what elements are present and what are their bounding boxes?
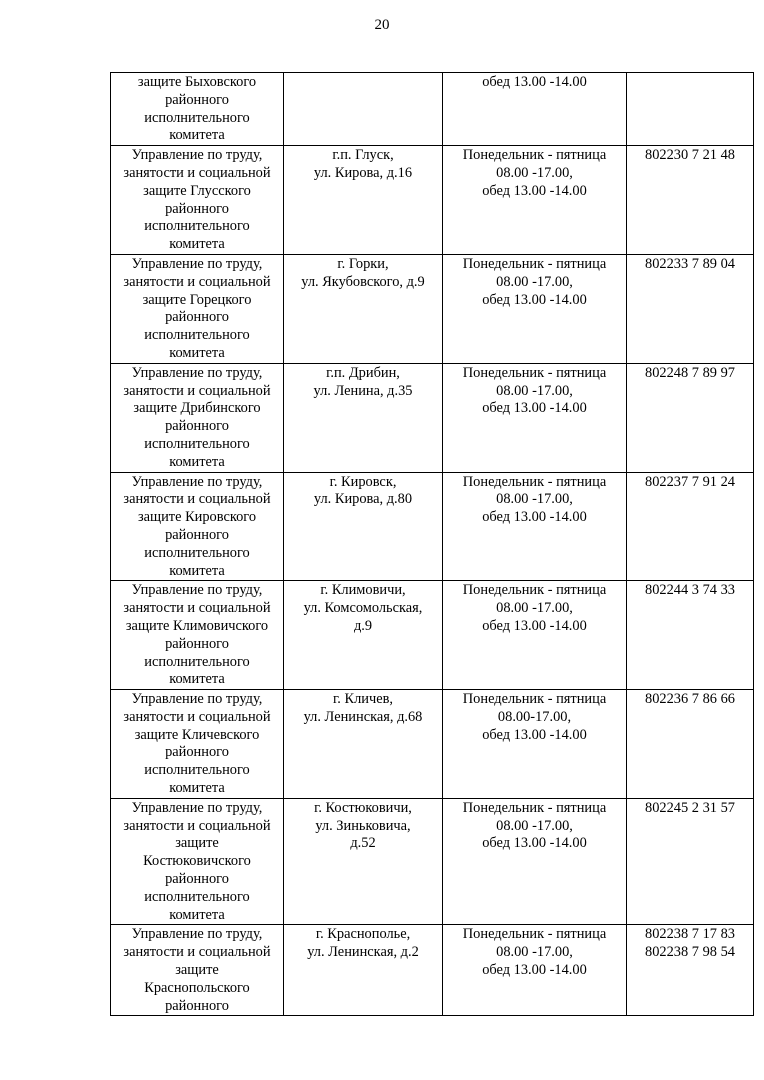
office-name-line: комитета: [169, 562, 225, 579]
address-line: ул. Ленина, д.35: [313, 382, 413, 399]
office-name-cell: [111, 73, 284, 146]
address-line: ул. Комсомольская,: [303, 600, 423, 617]
hours-line: 08.00 -17.00,: [496, 382, 573, 399]
address-cell: [284, 363, 443, 472]
office-name-line: районного: [165, 635, 229, 652]
office-name-line: защите Горецкого: [142, 291, 252, 308]
office-name-line: занятости и социальной: [123, 944, 271, 961]
office-name-line: защите Быховского: [137, 74, 257, 90]
hours-line: Понедельник - пятница: [462, 147, 607, 164]
office-name-line: занятости и социальной: [123, 817, 271, 834]
address-line: г.п. Дрибин,: [326, 364, 400, 381]
office-name-line: защите Дрибинского: [133, 400, 261, 417]
office-name-line: Управление по труду,: [131, 364, 263, 381]
phone-line[interactable]: 802230 7 21 48: [645, 147, 735, 164]
address-line: ул. Зиньковича,: [315, 817, 411, 834]
phone-cell: [627, 146, 754, 255]
office-name-line: защите Кировского: [137, 509, 257, 526]
office-name-cell: [111, 798, 284, 925]
table-row: [111, 925, 754, 1016]
office-name-line: защите: [175, 962, 219, 979]
table-row: [111, 146, 754, 255]
hours-line: обед 13.00 -14.00: [482, 291, 587, 308]
phone-line[interactable]: 802244 3 74 33: [645, 582, 735, 599]
office-name-line: исполнительного: [144, 327, 250, 344]
office-name-line: Костюковичского: [143, 853, 251, 870]
office-name-cell: [111, 254, 284, 363]
hours-line: обед 13.00 -14.00: [482, 835, 587, 852]
office-name-line: Управление по труду,: [131, 255, 263, 272]
hours-cell: [443, 73, 627, 146]
hours-line: Понедельник - пятница: [462, 926, 607, 943]
office-name-line: Управление по труду,: [131, 473, 263, 490]
office-name-line: исполнительного: [144, 218, 250, 235]
office-name-line: защите Климовичского: [125, 617, 269, 634]
address-line: ул. Кирова, д.16: [313, 164, 413, 181]
hours-cell: [443, 690, 627, 799]
hours-cell: [443, 581, 627, 690]
office-name-line: исполнительного: [144, 435, 250, 452]
address-line: г. Краснополье,: [315, 926, 411, 943]
phone-cell: [627, 925, 754, 1016]
office-name-cell: [111, 472, 284, 581]
hours-line: обед 13.00 -14.00: [482, 400, 587, 417]
office-name-line: комитета: [169, 906, 225, 923]
office-name-line: Управление по труду,: [131, 147, 263, 164]
office-name-line: Управление по труду,: [131, 926, 263, 943]
page-number: 20: [374, 17, 390, 33]
office-name-line: районного: [165, 744, 229, 761]
address-line: г.п. Глуск,: [332, 147, 394, 164]
hours-cell: [443, 363, 627, 472]
hours-cell: [443, 925, 627, 1016]
hours-line: обед 13.00 -14.00: [482, 509, 587, 526]
office-name-line: защите Глусского: [143, 182, 251, 199]
hours-line: 08.00 -17.00,: [496, 273, 573, 290]
phone-cell: [627, 472, 754, 581]
office-name-line: районного: [165, 997, 229, 1014]
office-name-line: комитета: [169, 127, 225, 144]
office-name-line: районного: [165, 200, 229, 217]
office-name-line: районного: [165, 526, 229, 543]
table-row: [111, 798, 754, 925]
address-cell: [284, 798, 443, 925]
address-line: ул. Ленинская, д.2: [307, 944, 419, 961]
phone-cell: [627, 73, 754, 146]
address-line: ул. Ленинская, д.68: [303, 708, 423, 725]
table-row: [111, 581, 754, 690]
office-name-line: исполнительного: [144, 653, 250, 670]
office-name-line: Управление по труду,: [131, 799, 263, 816]
phone-cell: [627, 254, 754, 363]
address-line: д.9: [353, 617, 373, 634]
office-name-cell: [111, 690, 284, 799]
table-row: [111, 472, 754, 581]
phone-line[interactable]: 802233 7 89 04: [645, 255, 735, 272]
hours-line: обед 13.00 -14.00: [482, 962, 587, 979]
address-line: г. Климовичи,: [320, 582, 406, 599]
hours-cell: [443, 798, 627, 925]
office-name-line: районного: [165, 91, 229, 108]
table-row: [111, 73, 754, 146]
office-name-line: защите Кличевского: [134, 726, 260, 743]
phone-cell: [627, 363, 754, 472]
hours-line: обед 13.00 -14.00: [482, 74, 587, 90]
hours-line: Понедельник - пятница: [462, 691, 607, 708]
office-name-line: исполнительного: [144, 762, 250, 779]
office-name-cell: [111, 581, 284, 690]
offices-table-body: [111, 73, 754, 1016]
hours-line: Понедельник - пятница: [462, 473, 607, 490]
hours-cell: [443, 254, 627, 363]
address-line: г. Горки,: [337, 255, 389, 272]
address-line: г. Костюковичи,: [314, 799, 412, 816]
hours-line: 08.00 -17.00,: [496, 600, 573, 617]
office-name-line: занятости и социальной: [123, 273, 271, 290]
phone-line[interactable]: 802237 7 91 24: [645, 473, 735, 490]
address-cell: [284, 73, 443, 146]
office-name-line: комитета: [169, 236, 225, 253]
table-row: [111, 254, 754, 363]
address-cell: [284, 254, 443, 363]
address-line: г. Кировск,: [329, 473, 397, 490]
table-row: [111, 363, 754, 472]
hours-line: 08.00-17.00,: [497, 708, 572, 725]
hours-line: обед 13.00 -14.00: [482, 617, 587, 634]
phone-line[interactable]: 802238 7 17 83: [645, 926, 735, 943]
address-line: ул. Якубовского, д.9: [301, 273, 425, 290]
hours-line: 08.00 -17.00,: [496, 491, 573, 508]
phone-line[interactable]: 802236 7 86 66: [645, 691, 735, 708]
phone-line[interactable]: 802238 7 98 54: [645, 944, 735, 961]
address-cell: [284, 581, 443, 690]
office-name-line: Краснопольского: [144, 979, 250, 996]
hours-line: Понедельник - пятница: [462, 364, 607, 381]
office-name-line: занятости и социальной: [123, 164, 271, 181]
office-name-line: занятости и социальной: [123, 708, 271, 725]
phone-line[interactable]: 802245 2 31 57: [645, 799, 735, 816]
hours-line: Понедельник - пятница: [462, 799, 607, 816]
address-cell: [284, 690, 443, 799]
office-name-line: комитета: [169, 780, 225, 797]
table-row: [111, 690, 754, 799]
office-name-line: Управление по труду,: [131, 691, 263, 708]
office-name-line: районного: [165, 418, 229, 435]
phone-cell: [627, 690, 754, 799]
office-name-line: Управление по труду,: [131, 582, 263, 599]
office-name-cell: [111, 146, 284, 255]
office-name-line: исполнительного: [144, 109, 250, 126]
address-cell: [284, 925, 443, 1016]
office-name-cell: [111, 363, 284, 472]
address-cell: [284, 472, 443, 581]
hours-line: 08.00 -17.00,: [496, 164, 573, 181]
hours-line: обед 13.00 -14.00: [482, 182, 587, 199]
address-line: г. Кличев,: [333, 691, 393, 708]
address-cell: [284, 146, 443, 255]
hours-line: 08.00 -17.00,: [496, 817, 573, 834]
hours-line: обед 13.00 -14.00: [482, 726, 587, 743]
phone-cell: [627, 798, 754, 925]
office-name-line: занятости и социальной: [123, 382, 271, 399]
hours-line: 08.00 -17.00,: [496, 944, 573, 961]
hours-line: Понедельник - пятница: [462, 255, 607, 272]
office-name-line: комитета: [169, 344, 225, 361]
hours-cell: [443, 146, 627, 255]
office-name-line: защите: [175, 835, 219, 852]
office-name-line: занятости и социальной: [123, 600, 271, 617]
office-name-line: районного: [165, 871, 229, 888]
office-name-line: исполнительного: [144, 888, 250, 905]
office-name-cell: [111, 925, 284, 1016]
phone-cell: [627, 581, 754, 690]
offices-table: [110, 72, 754, 1016]
office-name-line: исполнительного: [144, 544, 250, 561]
phone-line[interactable]: 802248 7 89 97: [645, 364, 735, 381]
office-name-line: комитета: [169, 671, 225, 688]
hours-cell: [443, 472, 627, 581]
office-name-line: занятости и социальной: [123, 491, 271, 508]
office-name-line: районного: [165, 309, 229, 326]
address-line: д.52: [350, 835, 376, 852]
office-name-line: комитета: [169, 453, 225, 470]
address-line: ул. Кирова, д.80: [313, 491, 413, 508]
hours-line: Понедельник - пятница: [462, 582, 607, 599]
